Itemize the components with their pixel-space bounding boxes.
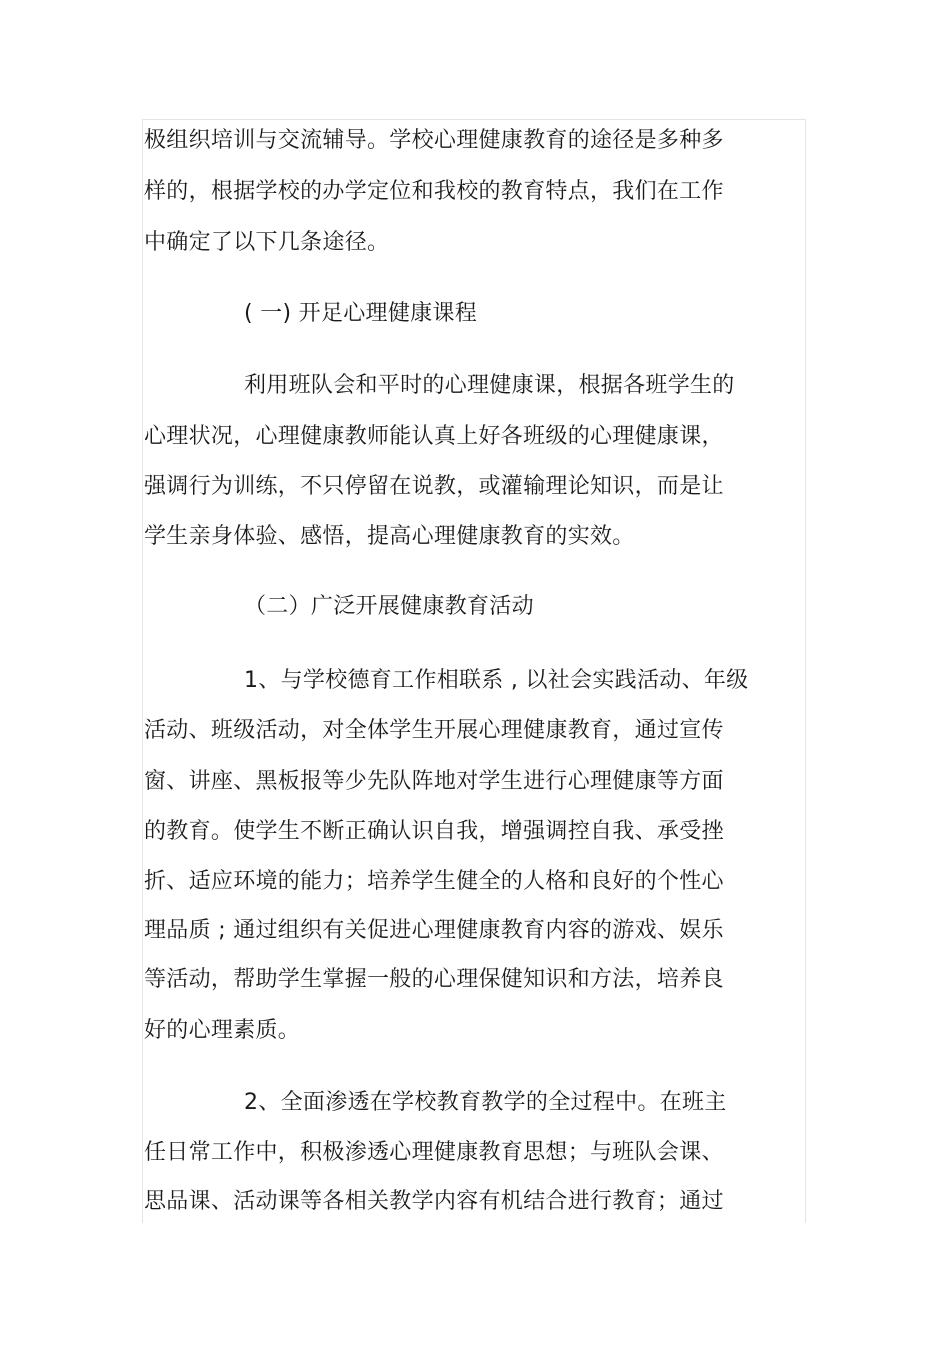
paragraph-line-5: 心理状况，心理健康教师能认真上好各班级的心理健康课， [144, 424, 724, 449]
paragraph-line-13: 理品质 ; 通过组织有关促进心理健康教育内容的游戏、娱乐 [144, 918, 724, 943]
section-heading-1: ( 一) 开足心理健康课程 [244, 301, 478, 326]
section-heading-2: （二）广泛开展健康教育活动 [244, 594, 534, 619]
paragraph-line-10: 窗、讲座、黑板报等少先队阵地对学生进行心理健康等方面 [144, 769, 724, 794]
paragraph-line-16: 2、全面渗透在学校教育教学的全过程中。在班主 [244, 1090, 727, 1115]
paragraph-line-3: 中确定了以下几条途径。 [144, 230, 390, 255]
paragraph-line-9: 活动、班级活动，对全体学生开展心理健康教育，通过宣传 [144, 718, 724, 743]
paragraph-line-17: 任日常工作中，积极渗透心理健康教育思想；与班队会课、 [144, 1140, 724, 1165]
paragraph-line-18: 思品课、活动课等各相关教学内容有机结合进行教育；通过 [144, 1189, 724, 1214]
paragraph-line-11: 的教育。使学生不断正确认识自我，增强调控自我、承受挫 [144, 819, 724, 844]
paragraph-line-14: 等活动，帮助学生掌握一般的心理保健知识和方法，培养良 [144, 967, 724, 992]
paragraph-line-1: 极组织培训与交流辅导。学校心理健康教育的途径是多种多 [144, 128, 724, 153]
paragraph-line-8: 1、与学校德育工作相联系 , 以社会实践活动、年级 [244, 668, 749, 693]
paragraph-line-2: 样的，根据学校的办学定位和我校的教育特点，我们在工作 [144, 179, 724, 204]
paragraph-line-12: 折、适应环境的能力；培养学生健全的人格和良好的个性心 [144, 869, 724, 894]
paragraph-line-15: 好的心理素质。 [144, 1018, 301, 1043]
paragraph-line-6: 强调行为训练，不只停留在说教，或灌输理论知识，而是让 [144, 474, 724, 499]
paragraph-line-7: 学生亲身体验、感悟，提高心理健康教育的实效。 [144, 524, 635, 549]
paragraph-line-4: 利用班队会和平时的心理健康课，根据各班学生的 [244, 373, 735, 398]
